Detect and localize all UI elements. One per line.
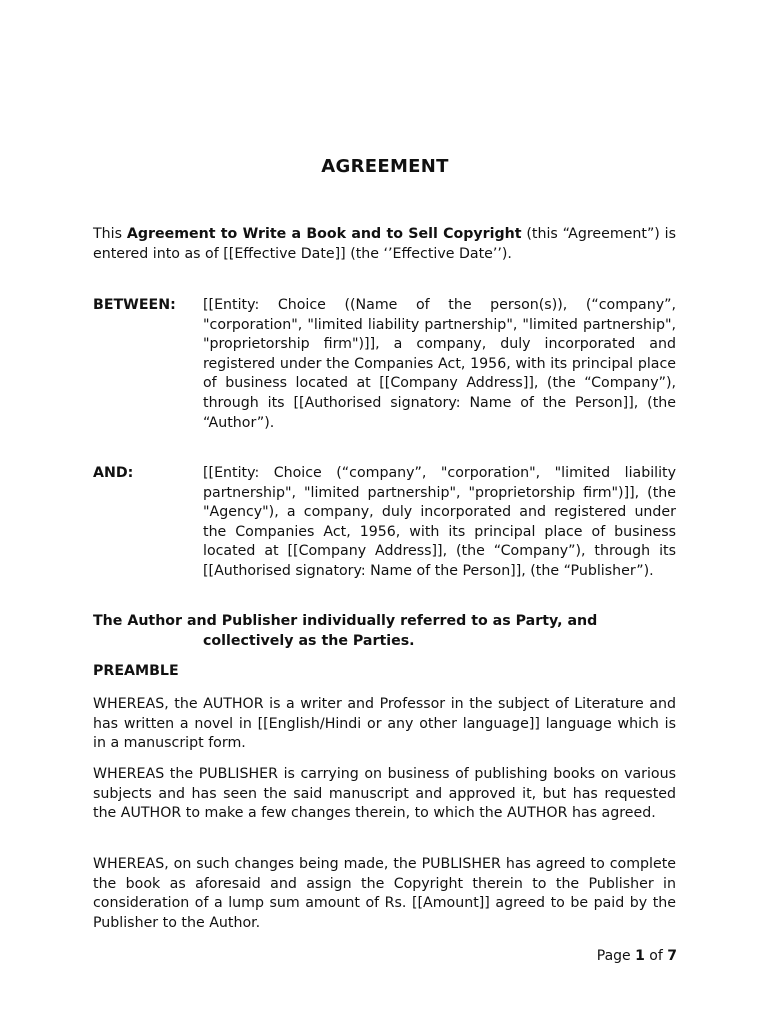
parties-definition-line1: The Author and Publisher individually referred to as Party, and [93, 613, 598, 629]
between-text: [[Entity: Choice ((Name of the person(s)), (“company”, "corporation", "limited liability partnership", "limited partnership", "proprietorship firm")]], a company, duly incorporated and registered under the Companies Act, 1956, with its principal place of business located at [[Company Address]], (the “Company”), through its [[Authorised signatory: Name of the Person]], (the “Author”). [203, 297, 676, 431]
preamble-paragraph: WHEREAS, on such changes being made, the PUBLISHER has agreed to complete the book as aforesaid and assign the Copyright therein to the Publisher in consideration of a lump sum amount of Rs. [[Amount]] agreed to be paid by the Publisher to the Author. [93, 856, 676, 931]
preamble-heading: PREAMBLE [93, 663, 179, 679]
parties-definition [93, 612, 676, 651]
intro-agreement-name: Agreement to Write a Book and to Sell Copyright [126, 226, 522, 242]
parties-definition-line2: collectively as the Parties. [203, 632, 415, 649]
preamble-paragraph: WHEREAS, the AUTHOR is a writer and Professor in the subject of Literature and has written a novel in [[English/Hindi or any other language]] language which is in a manuscript form. [93, 696, 676, 752]
between-label: BETWEEN: [93, 297, 176, 313]
document-title: AGREEMENT [321, 156, 449, 177]
preamble-paragraph: WHEREAS the PUBLISHER is carrying on business of publishing books on various subjects and has seen the said manuscript and approved it, but has requested the AUTHOR to make a few changes therein, to which the AUTHOR has agreed. [93, 766, 676, 822]
intro-lead: This [93, 226, 127, 242]
page-number-footer [597, 947, 677, 966]
total-page-count: 7 [667, 948, 677, 964]
intro-rest: (this “Agreement”) is entered into as of [[Effective Date]] (the ‘’Effective Date’’). [93, 226, 677, 262]
page-word: Page [596, 948, 636, 964]
and-label: AND: [93, 465, 134, 481]
current-page-number: 1 [635, 948, 645, 964]
intro-paragraph [93, 225, 676, 264]
and-text: [[Entity: Choice (“company”, "corporation", "limited liability partnership", "limited partnership", "proprietorship firm")]], (the "Agency"), a company, duly incorporated and registered under the Companies Act, 1956, with its principal place of business located at [[Company Address]], (the “Company”), through its [[Authorised signatory: Name of the Person]], (the “Publisher”). [203, 465, 676, 579]
of-word: of [644, 948, 668, 964]
